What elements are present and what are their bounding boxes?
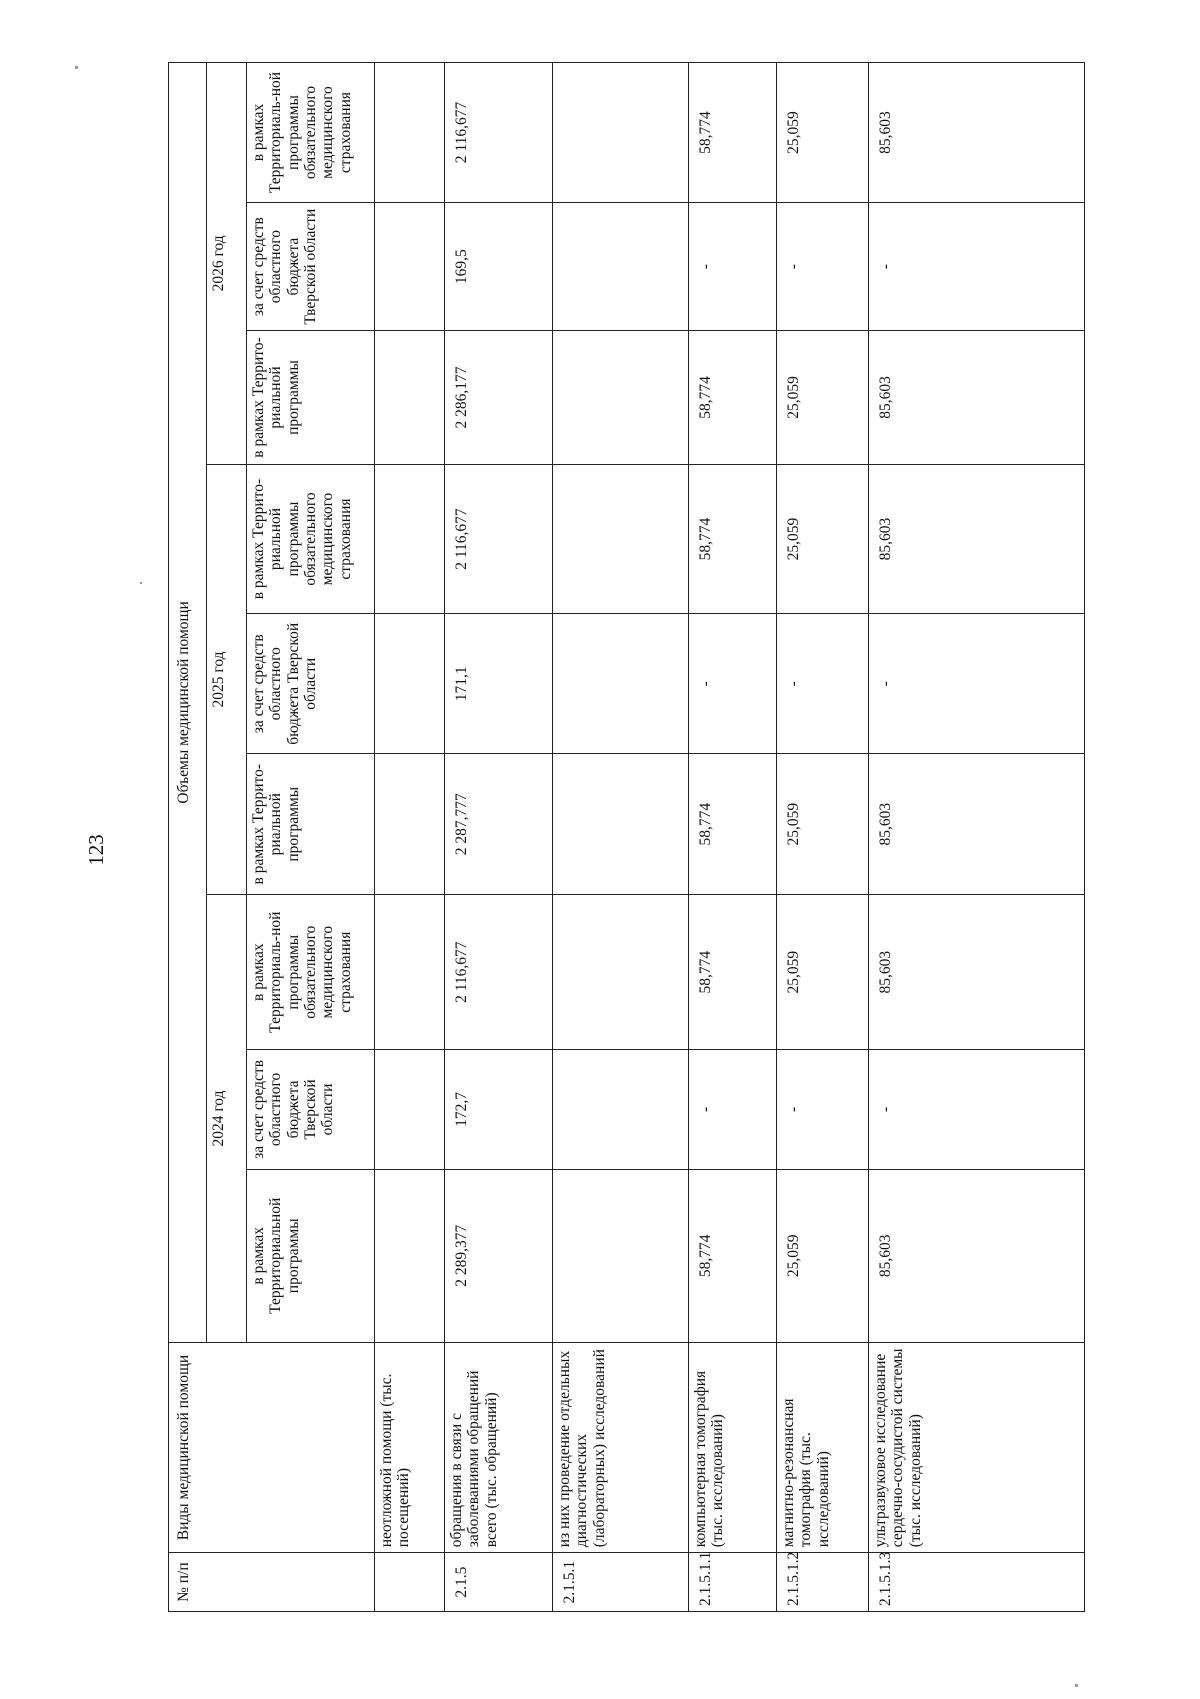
cell-value: 25,059 xyxy=(777,754,869,895)
header-2026-regional-budget: за счет средств областного бюджета Тверской области xyxy=(247,203,375,331)
medical-care-volumes-table xyxy=(168,62,1085,1612)
cell-value: 25,059 xyxy=(777,63,869,203)
header-2025-territorial: в рамках Террито-риальной программы xyxy=(247,754,375,895)
header-col-num: № п/п xyxy=(169,1553,375,1612)
table-row xyxy=(375,63,445,1612)
row-num xyxy=(375,1553,445,1612)
cell-value: 25,059 xyxy=(777,895,869,1050)
cell-value xyxy=(553,203,689,331)
cell-value xyxy=(553,1169,689,1342)
row-name: обращения в связи с заболеваниями обращений всего (тыс. обращений) xyxy=(445,1342,553,1552)
row-num: 2.1.5.1.1 xyxy=(689,1553,777,1612)
table-row xyxy=(553,63,689,1612)
table-row xyxy=(869,63,1085,1612)
header-2026-territorial: в рамках Террито-риальной программы xyxy=(247,331,375,465)
cell-value: 2 286,177 xyxy=(445,331,553,465)
row-name: компьютерная томография (тыс. исследований) xyxy=(689,1342,777,1552)
row-num: 2.1.5.1 xyxy=(553,1553,689,1612)
row-num: 2.1.5.1.2 xyxy=(777,1553,869,1612)
cell-value: 2 116,677 xyxy=(445,63,553,203)
cell-value: - xyxy=(689,1050,777,1170)
cell-value xyxy=(375,1050,445,1170)
row-name: из них проведение отдельных диагностических (лабораторных) исследований xyxy=(553,1342,689,1552)
cell-value xyxy=(553,754,689,895)
header-2024-territorial: в рамках Территориальной программы xyxy=(247,1169,375,1342)
header-year-2024: 2024 год xyxy=(207,895,247,1343)
cell-value: 25,059 xyxy=(777,331,869,465)
cell-value xyxy=(375,1169,445,1342)
cell-value xyxy=(553,1050,689,1170)
cell-value: 85,603 xyxy=(869,464,1085,614)
cell-value xyxy=(375,464,445,614)
cell-value: - xyxy=(689,203,777,331)
cell-value xyxy=(375,331,445,465)
header-2026-oms: в рамках Территориаль-ной программы обязательного медицинского страхования xyxy=(247,63,375,203)
cell-value: 58,774 xyxy=(689,63,777,203)
cell-value: 172,7 xyxy=(445,1050,553,1170)
cell-value: - xyxy=(777,203,869,331)
cell-value: - xyxy=(777,614,869,754)
cell-value: 85,603 xyxy=(869,895,1085,1050)
cell-value xyxy=(553,614,689,754)
cell-value xyxy=(553,63,689,203)
row-name: магнитно-резонансная томография (тыс. исследований) xyxy=(777,1342,869,1552)
header-year-2026: 2026 год xyxy=(207,63,247,465)
cell-value: 58,774 xyxy=(689,464,777,614)
header-2024-regional-budget: за счет средств областного бюджета Тверской области xyxy=(247,1050,375,1170)
cell-value: 58,774 xyxy=(689,1169,777,1342)
cell-value: - xyxy=(869,614,1085,754)
row-name: неотложной помощи (тыс. посещений) xyxy=(375,1342,445,1552)
cell-value: 58,774 xyxy=(689,331,777,465)
cell-value: 85,603 xyxy=(869,331,1085,465)
cell-value xyxy=(375,203,445,331)
page-number: 123 xyxy=(84,834,108,866)
row-num: 2.1.5.1.3 xyxy=(869,1553,1085,1612)
row-num: 2.1.5 xyxy=(445,1553,553,1612)
cell-value: - xyxy=(689,614,777,754)
cell-value: - xyxy=(869,203,1085,331)
row-name: ультразвуковое исследование сердечно-сосудистой системы (тыс. исследований) xyxy=(869,1342,1085,1552)
table-row xyxy=(689,63,777,1612)
table-row xyxy=(445,63,553,1612)
header-group-title: Объемы медицинской помощи xyxy=(169,63,207,1343)
header-col-type: Виды медицинской помощи xyxy=(169,1342,375,1552)
cell-value: 25,059 xyxy=(777,1169,869,1342)
cell-value: 2 289,377 xyxy=(445,1169,553,1342)
header-year-2025: 2025 год xyxy=(207,464,247,894)
scan-speck xyxy=(1075,1684,1078,1687)
cell-value: 169,5 xyxy=(445,203,553,331)
cell-value: 58,774 xyxy=(689,754,777,895)
cell-value: 25,059 xyxy=(777,464,869,614)
cell-value: 85,603 xyxy=(869,754,1085,895)
cell-value xyxy=(375,63,445,203)
cell-value xyxy=(375,614,445,754)
rotated-table-container xyxy=(168,62,1084,1612)
header-2025-oms: в рамках Террито-риальной программы обязательного медицинского страхования xyxy=(247,464,375,614)
header-2025-regional-budget: за счет средств областного бюджета Тверской области xyxy=(247,614,375,754)
table-row xyxy=(777,63,869,1612)
cell-value xyxy=(375,754,445,895)
scan-speck xyxy=(75,66,78,69)
scan-speck xyxy=(140,582,142,584)
cell-value xyxy=(553,895,689,1050)
cell-value: 85,603 xyxy=(869,63,1085,203)
cell-value xyxy=(375,895,445,1050)
cell-value: 85,603 xyxy=(869,1169,1085,1342)
cell-value: 2 287,777 xyxy=(445,754,553,895)
cell-value xyxy=(553,331,689,465)
cell-value xyxy=(553,464,689,614)
cell-value: - xyxy=(777,1050,869,1170)
cell-value: 171,1 xyxy=(445,614,553,754)
cell-value: 2 116,677 xyxy=(445,895,553,1050)
header-2024-oms: в рамках Территориаль-ной программы обязательного медицинского страхования xyxy=(247,895,375,1050)
cell-value: 58,774 xyxy=(689,895,777,1050)
cell-value: 2 116,677 xyxy=(445,464,553,614)
cell-value: - xyxy=(869,1050,1085,1170)
